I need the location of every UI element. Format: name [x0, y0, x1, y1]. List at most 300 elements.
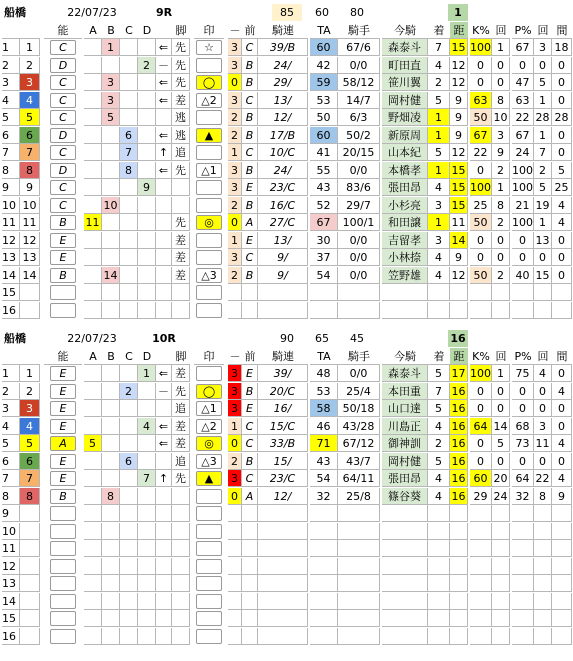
cell-mae: B	[242, 197, 258, 214]
cell-ma	[552, 558, 572, 575]
cell-mae	[242, 628, 258, 645]
cell-kishu: 20/15	[338, 144, 380, 161]
cell-dash: 3	[228, 470, 242, 487]
cell-chaku: 4	[428, 418, 450, 435]
cell-nou: C	[50, 75, 76, 90]
cell-mae: C	[242, 249, 258, 266]
cell-konki: 野畑凌	[382, 109, 428, 126]
table-row	[2, 540, 572, 557]
cell-ma: 18	[552, 39, 572, 56]
cell-nou	[50, 541, 76, 556]
cell-chaku: 5	[428, 400, 450, 417]
cell-u: 6	[20, 453, 40, 470]
cell-ma: 0	[552, 144, 572, 161]
cell-a	[84, 365, 102, 382]
cell-u: 5	[20, 109, 40, 126]
header-d: D	[138, 348, 156, 365]
cell-kyaku	[172, 540, 190, 557]
cell-kai2: 2	[534, 162, 552, 179]
cell-a	[84, 540, 102, 557]
cell-kiren: 29/	[258, 74, 308, 91]
header-arrow	[156, 348, 172, 365]
cell-arrow	[156, 284, 172, 301]
cell-ta: 60	[310, 39, 338, 56]
cell-ma: 0	[552, 365, 572, 382]
cell-kyaku	[172, 505, 190, 522]
cell-shirushi	[196, 366, 222, 381]
header-chaku: 着	[428, 348, 450, 365]
cell-ta	[310, 284, 338, 301]
cell-n: 16	[2, 302, 20, 319]
cell-ma	[552, 628, 572, 645]
cell-pp: 75	[512, 365, 534, 382]
cell-nou: E	[50, 401, 76, 416]
cell-c	[120, 610, 138, 627]
cell-kai: 3	[492, 127, 510, 144]
cell-kishu: 0/0	[338, 365, 380, 382]
cell-kyori	[450, 284, 468, 301]
cell-b	[102, 505, 120, 522]
header-mae: 前	[242, 348, 258, 365]
cell-kiren	[258, 610, 308, 627]
table-row	[2, 302, 572, 319]
cell-kp	[470, 284, 492, 301]
cell-ta	[310, 540, 338, 557]
race-date: 22/07/23	[67, 6, 117, 19]
cell-kai: 1	[492, 39, 510, 56]
cell-n: 4	[2, 92, 20, 109]
cell-n: 1	[2, 39, 20, 56]
cell-kyori: 12	[450, 57, 468, 74]
cell-nou	[50, 506, 76, 521]
cell-d	[138, 92, 156, 109]
cell-pp: 68	[512, 418, 534, 435]
header-dash: －	[229, 349, 241, 363]
cell-ta	[310, 505, 338, 522]
cell-kyaku: 先	[172, 57, 190, 74]
cell-kai2	[534, 558, 552, 575]
score-1: 85	[272, 4, 302, 21]
cell-ma	[552, 593, 572, 610]
header-kyaku: 脚	[172, 348, 190, 365]
cell-kishu: 67/6	[338, 39, 380, 56]
cell-a	[84, 74, 102, 91]
cell-kiren: 12/	[258, 109, 308, 126]
cell-kiren: 12/	[258, 488, 308, 505]
cell-c	[120, 302, 138, 319]
cell-kai: 2	[492, 267, 510, 284]
cell-chaku	[428, 558, 450, 575]
cell-kai2: 8	[534, 488, 552, 505]
header-chaku: 着	[428, 22, 450, 39]
cell-d: 1	[138, 365, 156, 382]
cell-kyaku: 追	[172, 144, 190, 161]
cell-arrow	[156, 302, 172, 319]
cell-pp	[512, 593, 534, 610]
cell-kai: 24	[492, 488, 510, 505]
cell-dash	[228, 593, 242, 610]
cell-dash: 2	[228, 197, 242, 214]
cell-konki: 小杉亮	[382, 197, 428, 214]
cell-kyaku	[172, 284, 190, 301]
cell-kp	[470, 575, 492, 592]
cell-n: 3	[2, 74, 20, 91]
cell-konki: 岡村健	[382, 92, 428, 109]
cell-konki: 山口達	[382, 400, 428, 417]
cell-kishu: 50/18	[338, 400, 380, 417]
cell-kyaku: 先	[172, 162, 190, 179]
cell-dash	[228, 505, 242, 522]
header-arrow	[156, 22, 172, 39]
cell-dash	[228, 302, 242, 319]
venue-label: 船橋	[4, 6, 26, 19]
cell-arrow	[156, 453, 172, 470]
cell-shirushi: ◎	[196, 215, 222, 230]
cell-kyori: 9	[450, 92, 468, 109]
cell-dash	[228, 558, 242, 575]
cell-n: 5	[2, 435, 20, 452]
cell-chaku: 1	[428, 214, 450, 231]
cell-c	[120, 214, 138, 231]
cell-kai2	[534, 284, 552, 301]
cell-kp: 0	[470, 162, 492, 179]
cell-konki: 篠谷葵	[382, 488, 428, 505]
cell-d: 7	[138, 470, 156, 487]
cell-kai: 1	[492, 365, 510, 382]
venue-label: 船橋	[4, 332, 26, 345]
cell-pp	[512, 558, 534, 575]
cell-kyori: 15	[450, 39, 468, 56]
cell-kai: 8	[492, 92, 510, 109]
cell-kyori: 15	[450, 162, 468, 179]
cell-kiren: 15/	[258, 453, 308, 470]
cell-kp	[470, 302, 492, 319]
cell-pp: 32	[512, 488, 534, 505]
cell-kyori: 12	[450, 74, 468, 91]
cell-konki	[382, 610, 428, 627]
cell-shirushi	[196, 285, 222, 300]
cell-ma	[552, 610, 572, 627]
cell-ta: 71	[310, 435, 338, 452]
cell-mae: A	[242, 488, 258, 505]
cell-chaku: 3	[428, 197, 450, 214]
cell-nou: C	[50, 40, 76, 55]
cell-ma: 0	[552, 92, 572, 109]
cell-kiren	[258, 575, 308, 592]
cell-u: 3	[20, 74, 40, 91]
header-n	[2, 22, 20, 39]
cell-shirushi	[196, 576, 222, 591]
cell-nou: E	[50, 454, 76, 469]
cell-mae	[242, 575, 258, 592]
cell-pp: 67	[512, 127, 534, 144]
cell-konki: 吉留孝	[382, 232, 428, 249]
cell-arrow	[156, 179, 172, 196]
cell-shirushi	[196, 594, 222, 609]
cell-kai2	[534, 593, 552, 610]
cell-arrow: ⇐	[156, 365, 172, 382]
cell-dash: 3	[228, 365, 242, 382]
cell-kishu: 14/7	[338, 92, 380, 109]
cell-kp: 0	[470, 74, 492, 91]
cell-kyaku: 追	[172, 400, 190, 417]
distance-top: 1	[448, 4, 468, 21]
cell-kai2	[534, 575, 552, 592]
cell-kyaku	[172, 179, 190, 196]
cell-kishu: 83/6	[338, 179, 380, 196]
cell-ma: 0	[552, 400, 572, 417]
cell-n: 5	[2, 109, 20, 126]
cell-kp: 63	[470, 92, 492, 109]
cell-kp: 60	[470, 470, 492, 487]
cell-u: 4	[20, 92, 40, 109]
cell-pp: 47	[512, 74, 534, 91]
table-row	[2, 39, 572, 56]
cell-mae	[242, 593, 258, 610]
table-row	[2, 593, 572, 610]
cell-a	[84, 610, 102, 627]
cell-mae: C	[242, 92, 258, 109]
cell-pp	[512, 523, 534, 540]
cell-mae: C	[242, 418, 258, 435]
cell-konki: 小林捺	[382, 249, 428, 266]
cell-b	[102, 179, 120, 196]
cell-c	[120, 488, 138, 505]
cell-b	[102, 610, 120, 627]
cell-d	[138, 284, 156, 301]
cell-d	[138, 197, 156, 214]
cell-arrow	[156, 575, 172, 592]
cell-kai2: 0	[534, 453, 552, 470]
cell-n: 14	[2, 593, 20, 610]
cell-konki: 岡村健	[382, 453, 428, 470]
cell-nou: E	[50, 250, 76, 265]
cell-pp: 0	[512, 400, 534, 417]
cell-kp: 64	[470, 418, 492, 435]
cell-kyori	[450, 575, 468, 592]
cell-kai	[492, 284, 510, 301]
cell-u: 7	[20, 144, 40, 161]
cell-kishu: 0/0	[338, 267, 380, 284]
cell-ta: 32	[310, 488, 338, 505]
cell-kiren: 13/	[258, 232, 308, 249]
cell-b	[102, 127, 120, 144]
cell-d	[138, 488, 156, 505]
cell-kishu: 100/1	[338, 214, 380, 231]
cell-b	[102, 232, 120, 249]
cell-d	[138, 575, 156, 592]
cell-kyori	[450, 628, 468, 645]
cell-kyori	[450, 558, 468, 575]
cell-ma: 5	[552, 162, 572, 179]
cell-b	[102, 575, 120, 592]
cell-arrow	[156, 523, 172, 540]
cell-ta: 59	[310, 74, 338, 91]
cell-shirushi	[196, 110, 222, 125]
table-row	[2, 74, 572, 91]
table-row	[2, 214, 572, 231]
header-kyori: 距	[450, 22, 468, 39]
cell-c: 7	[120, 144, 138, 161]
cell-ta: 53	[310, 92, 338, 109]
cell-chaku: 5	[428, 365, 450, 382]
cell-a: 11	[84, 214, 102, 231]
cell-b: 8	[102, 488, 120, 505]
cell-b	[102, 523, 120, 540]
cell-shirushi	[196, 198, 222, 213]
cell-konki: 本橋孝	[382, 162, 428, 179]
cell-ta: 54	[310, 470, 338, 487]
cell-d	[138, 127, 156, 144]
cell-kiren: 33/B	[258, 435, 308, 452]
cell-dash: 2	[228, 453, 242, 470]
cell-kp: 0	[470, 232, 492, 249]
cell-u: 13	[20, 249, 40, 266]
cell-arrow	[156, 628, 172, 645]
cell-chaku	[428, 523, 450, 540]
cell-u: 12	[20, 232, 40, 249]
cell-dash: 0	[228, 435, 242, 452]
cell-kyori	[450, 523, 468, 540]
table-row	[2, 505, 572, 522]
cell-u	[20, 575, 40, 592]
cell-shirushi: △3	[196, 268, 222, 283]
cell-kishu	[338, 628, 380, 645]
cell-d	[138, 593, 156, 610]
cell-b	[102, 383, 120, 400]
header-ta: TA	[310, 22, 338, 39]
cell-ma: 0	[552, 57, 572, 74]
cell-kai2: 5	[534, 74, 552, 91]
cell-a	[84, 523, 102, 540]
cell-d	[138, 435, 156, 452]
cell-c	[120, 57, 138, 74]
cell-konki: 張田昂	[382, 470, 428, 487]
cell-a	[84, 144, 102, 161]
header-ma: 間	[552, 348, 572, 365]
cell-a	[84, 470, 102, 487]
cell-kai: 2	[492, 214, 510, 231]
cell-kyaku	[172, 610, 190, 627]
cell-shirushi: ◯	[196, 384, 222, 399]
cell-ma	[552, 575, 572, 592]
cell-b	[102, 540, 120, 557]
cell-kishu: 25/8	[338, 488, 380, 505]
cell-mae: B	[242, 109, 258, 126]
table-row	[2, 453, 572, 470]
cell-konki	[382, 558, 428, 575]
cell-u: 4	[20, 418, 40, 435]
cell-chaku	[428, 628, 450, 645]
cell-chaku: 4	[428, 488, 450, 505]
cell-mae: C	[242, 435, 258, 452]
cell-b: 10	[102, 197, 120, 214]
column-header-row	[2, 22, 572, 39]
cell-chaku: 2	[428, 74, 450, 91]
cell-konki: 笹川翼	[382, 74, 428, 91]
cell-shirushi: ◎	[196, 436, 222, 451]
cell-kyaku: 先	[172, 39, 190, 56]
cell-c: 6	[120, 127, 138, 144]
cell-kishu: 58/12	[338, 74, 380, 91]
cell-ta: 43	[310, 453, 338, 470]
cell-c	[120, 470, 138, 487]
cell-ma: 4	[552, 197, 572, 214]
cell-c	[120, 197, 138, 214]
cell-pp: 0	[512, 249, 534, 266]
cell-a	[84, 284, 102, 301]
cell-mae: E	[242, 232, 258, 249]
cell-kai2	[534, 540, 552, 557]
cell-nou	[50, 629, 76, 644]
cell-kai2: 11	[534, 435, 552, 452]
cell-kiren: 10/C	[258, 144, 308, 161]
cell-nou	[50, 524, 76, 539]
cell-arrow	[156, 593, 172, 610]
cell-mae: B	[242, 74, 258, 91]
cell-d	[138, 249, 156, 266]
cell-kyori: 15	[450, 197, 468, 214]
cell-kai	[492, 610, 510, 627]
cell-c	[120, 400, 138, 417]
cell-b: 5	[102, 109, 120, 126]
cell-pp	[512, 628, 534, 645]
cell-konki	[382, 540, 428, 557]
header-konki: 今騎	[382, 22, 428, 39]
cell-kai: 8	[492, 197, 510, 214]
cell-kiren: 24/	[258, 162, 308, 179]
table-row	[2, 162, 572, 179]
cell-kyori: 11	[450, 214, 468, 231]
cell-kyaku: 逃	[172, 109, 190, 126]
cell-chaku: 1	[428, 109, 450, 126]
table-row	[2, 418, 572, 435]
cell-kyaku: 先	[172, 383, 190, 400]
cell-kishu: 67/12	[338, 435, 380, 452]
cell-arrow: ⇐	[156, 92, 172, 109]
score-2: 65	[315, 332, 329, 345]
cell-u: 6	[20, 127, 40, 144]
cell-d	[138, 610, 156, 627]
cell-konki: 笠野雄	[382, 267, 428, 284]
cell-mae: E	[242, 400, 258, 417]
cell-ta	[310, 610, 338, 627]
cell-ta	[310, 593, 338, 610]
cell-dash: 3	[228, 57, 242, 74]
cell-dash	[228, 540, 242, 557]
cell-kp	[470, 558, 492, 575]
cell-nou: E	[50, 471, 76, 486]
race-number: 9R	[155, 6, 173, 19]
header-kyori: 距	[450, 348, 468, 365]
cell-kai2: 0	[534, 57, 552, 74]
cell-ta	[310, 628, 338, 645]
cell-kp: 0	[470, 400, 492, 417]
cell-shirushi	[196, 145, 222, 160]
cell-kai: 20	[492, 470, 510, 487]
cell-arrow	[156, 610, 172, 627]
cell-u	[20, 505, 40, 522]
cell-chaku: 1	[428, 127, 450, 144]
cell-c	[120, 249, 138, 266]
cell-d: 9	[138, 179, 156, 196]
cell-kyaku	[172, 575, 190, 592]
cell-c	[120, 232, 138, 249]
cell-c	[120, 92, 138, 109]
cell-d	[138, 523, 156, 540]
cell-arrow: ↑	[156, 470, 172, 487]
cell-konki: 本田重	[382, 383, 428, 400]
